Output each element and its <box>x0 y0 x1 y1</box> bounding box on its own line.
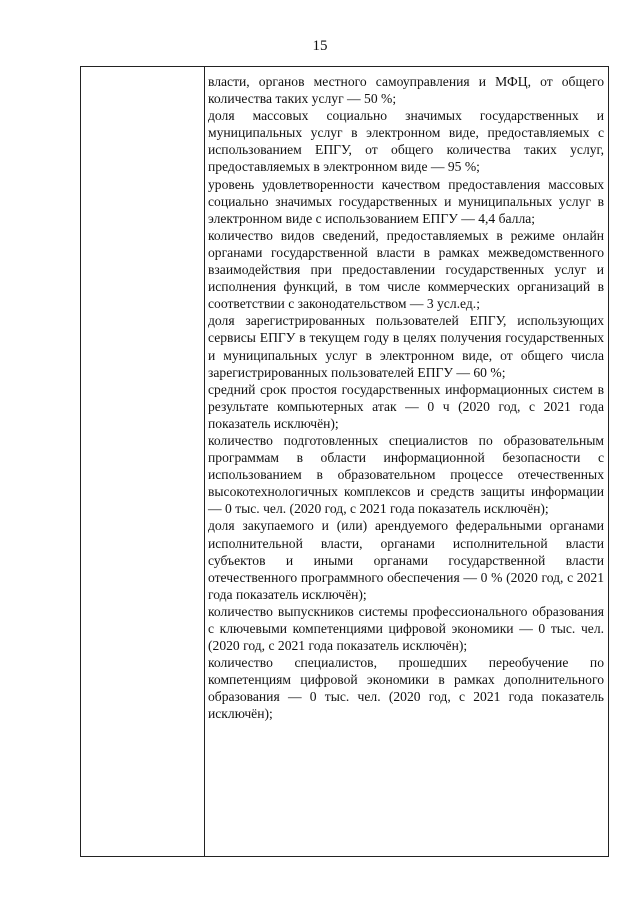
paragraph-7: количество подготовленных специалистов по образовательным программам в области информационной безопасности с использованием в образовательном процессе отечественных высокотехнологичных комплексов и средств защиты информации — 0 тыс. чел. (2020 год, с 2021 года показатель исключён); <box>208 432 604 517</box>
paragraph-3: уровень удовлетворенности качеством предоставления массовых социально значимых государственных и муниципальных услуг в электронном виде с использованием ЕПГУ — 4,4 балла; <box>208 176 604 226</box>
column-divider <box>204 67 205 857</box>
document-table <box>80 66 609 857</box>
paragraph-4: количество видов сведений, предоставляемых в режиме онлайн органами государственной власти в рамках межведомственного взаимодействия при предоставлении государственных услуг и исполнения функций, в том числе коммерческих организаций в соответствии с законодательством — 3 усл.ед.; <box>208 227 604 312</box>
paragraph-2: доля массовых социально значимых государственных и муниципальных услуг в электронном виде, предоставляемых с использованием ЕПГУ, от общего количества таких услуг, предоставляемых в электронном виде — 95 %; <box>208 108 604 175</box>
paragraph-6: средний срок простоя государственных информационных систем в результате компьютерных атак — 0 ч (2020 год, с 2021 года показатель исключён); <box>208 381 604 431</box>
table-bottom-border <box>81 856 608 857</box>
paragraph-5: доля зарегистрированных пользователей ЕПГУ, использующих сервисы ЕПГУ в текущем году в целях получения государственных и муниципальных услуг в электронном виде, от общего числа зарегистрированных пользователей ЕПГУ — 60 %; <box>208 313 604 380</box>
paragraph-1: власти, органов местного самоуправления и МФЦ, от общего количества таких услуг — 50 %; <box>208 74 604 107</box>
paragraph-8: доля закупаемого и (или) арендуемого федеральными органами исполнительной власти, органами исполнительной власти субъектов и иными органами государственной власти отечественного программного обеспечения — 0 % (2020 год, с 2021 года показатель исключён); <box>208 518 604 602</box>
paragraph-10: количество специалистов, прошедших переобучение по компетенциям цифровой экономики в рамках дополнительного образования — 0 тыс. чел. (2020 год, с 2021 года показатель исключён); <box>208 655 604 722</box>
page-number: 15 <box>312 38 328 54</box>
paragraph-9: количество выпускников системы профессионального образования с ключевыми компетенциями цифровой экономики — 0 тыс. чел. (2020 год, с 2021 года показатель исключён); <box>208 603 604 654</box>
indicators-cell <box>208 73 604 723</box>
